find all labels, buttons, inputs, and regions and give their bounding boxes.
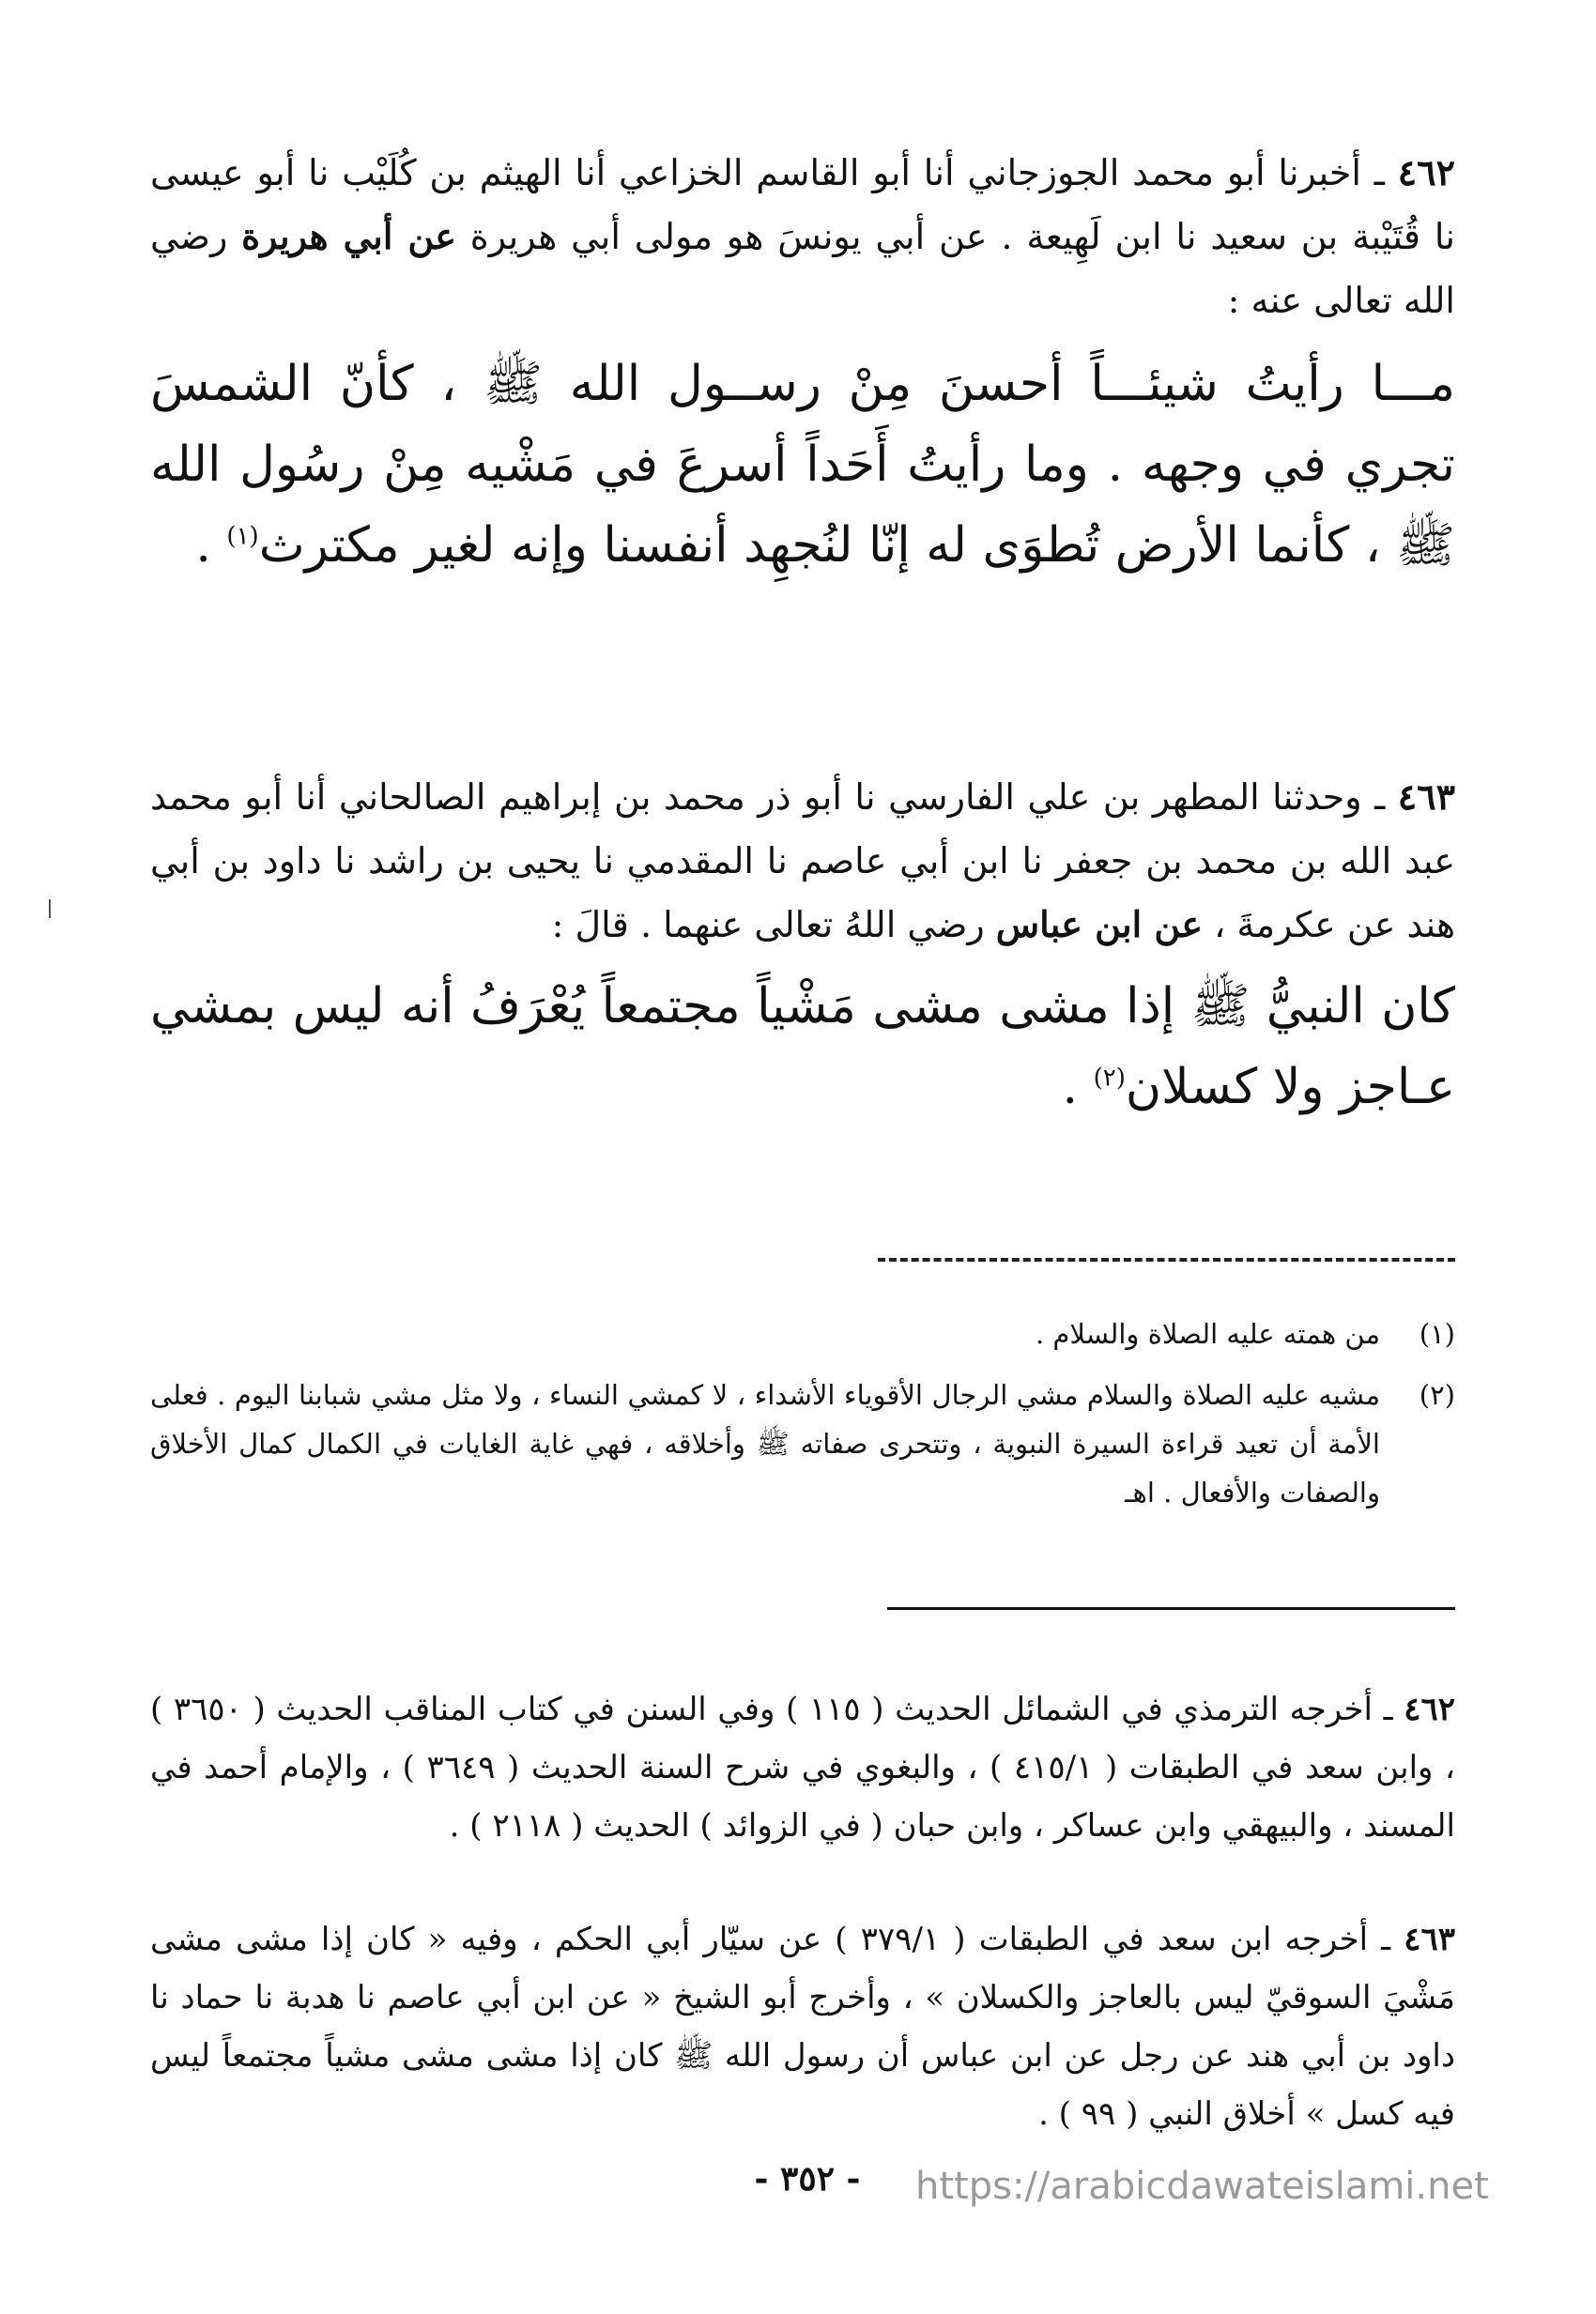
isnad-text: ـ أخبرنا أبو محمد الجوزجاني أنا أبو القاسم الخزاعي أنا الهيثم بن كُلَيْب نا أبو عيسى نا قُتَيْبة بن سعيد نا ابن لَهِيعة . عن أبي يونسَ هو مولى أبي هريرة (150, 152, 1456, 257)
narrator-bold: عن أبي هريرة (241, 215, 456, 257)
footnote-number: (١) (1419, 1318, 1455, 1350)
matn-text: كان النبيُّ ﷺ إذا مشى مشى مَشْياً مجتمعاً يُعْرَفُ أنه ليس بمشي عـاجز ولا كسلان (150, 978, 1455, 1115)
narrator-bold: عن ابن عباس (995, 903, 1203, 945)
hadith-number: ٤٦٢ (1404, 1691, 1455, 1728)
hadith-462-matn (150, 344, 1455, 586)
hadith-463-matn (150, 966, 1455, 1127)
footnote-text: من همته عليه الصلاة والسلام . (1035, 1318, 1380, 1350)
watermark-url: https://arabicdawateislami.net (915, 2165, 1489, 2208)
margin-mark (49, 899, 51, 918)
hadith-number: ٤٦٣ (1404, 1921, 1455, 1958)
footnote-text: مشيه عليه الصلاة والسلام مشي الرجال الأقوياء الأشداء ، لا كمشي النساء ، ولا مثل مشي شبابنا اليوم . فعلى الأمة أن تعيد قراءة السيرة النبوية ، وتتحرى صفاته ﷺ وأخلاقه ، فهي غاية الغايات في الكمال كمال الأخلاق والصفات والأفعال . اهـ (150, 1379, 1380, 1509)
hadith-462-isnad (150, 141, 1455, 332)
hadith-number: ٤٦٢ (1397, 151, 1455, 193)
hadith-463 (150, 765, 1455, 1127)
hadith-462 (150, 141, 1455, 586)
isnad-text: ـ وحدثنا المطهر بن علي الفارسي نا أبو ذر محمد بن إبراهيم الصالحاني أنا أبو محمد عبد الله بن محمد بن جعفر نا ابن أبي عاصم نا المقدمي نا يحيى بن راشد نا داود بن أبي هند عن عكرمةَ ، (150, 776, 1455, 945)
footnote-separator (878, 1258, 1455, 1262)
isnad-tail: رضي اللهُ تعالى عنهما . قالَ : (551, 904, 996, 945)
isnad-tail: رضي الله تعالى عنه : (150, 216, 1455, 321)
hadith-463-isnad (150, 765, 1455, 957)
matn-end: . (1062, 1059, 1094, 1115)
takhrij-462 (150, 1680, 1455, 1855)
footnote-ref: (١) (226, 522, 259, 551)
takhrij-separator (887, 1607, 1455, 1610)
takhrij-463 (150, 1910, 1455, 2143)
footnote-number: (٢) (1419, 1379, 1455, 1411)
page-number: - ٣٥٢ - (754, 2159, 861, 2199)
takhrij-body: ـ أخرجه ابن سعد في الطبقات ( ٣٧٩/١ ) عن سيّار أبي الحكم ، وفيه « كان إذا مشى مشى مَشْيَ السوقيّ ليس بالعاجز والكسلان » ، وأخرج أبو الشيخ « عن ابن أبي عاصم نا هدبة نا حماد نا داود بن أبي هند عن رجل عن ابن عباس أن رسول الله ﷺ كان إذا مشى مشى مشياً مجتمعاً ليس فيه كسل » أخلاق النبي ( ٩٩ ) . (150, 1921, 1455, 2133)
takhrij-text (150, 1680, 1455, 1855)
matn-end: . (195, 517, 227, 574)
matn-text: مـــا رأيتُ شيئـــاً أحسنَ مِنْ رســول الله ﷺ ، كأنّ الشمسَ تجري في وجهه . وما رأيتُ أَحَداً أسرعَ في مَشْيه مِنْ رسُول الله ﷺ ، كأنما الأرض تُطوَى له إنّا لنُجهِد أنفسنا وإنه لغير مكترث (150, 356, 1455, 574)
hadith-number: ٤٦٣ (1397, 775, 1455, 818)
footnote-ref: (٢) (1093, 1064, 1126, 1093)
takhrij-body: ـ أخرجه الترمذي في الشمائل الحديث ( ١١٥ ) وفي السنن في كتاب المناقب الحديث ( ٣٦٥٠ ) ، وابن سعد في الطبقات ( ٤١٥/١ ) ، والبغوي في شرح السنة الحديث ( ٣٦٤٩ ) ، والإمام أحمد في المسند ، والبيهقي وابن عساكر ، وابن حبان ( في الزوائد ) الحديث ( ٢١١٨ ) . (150, 1691, 1455, 1845)
footnote-1 (150, 1310, 1455, 1358)
footnote-2 (150, 1371, 1455, 1517)
takhrij-text (150, 1910, 1455, 2143)
